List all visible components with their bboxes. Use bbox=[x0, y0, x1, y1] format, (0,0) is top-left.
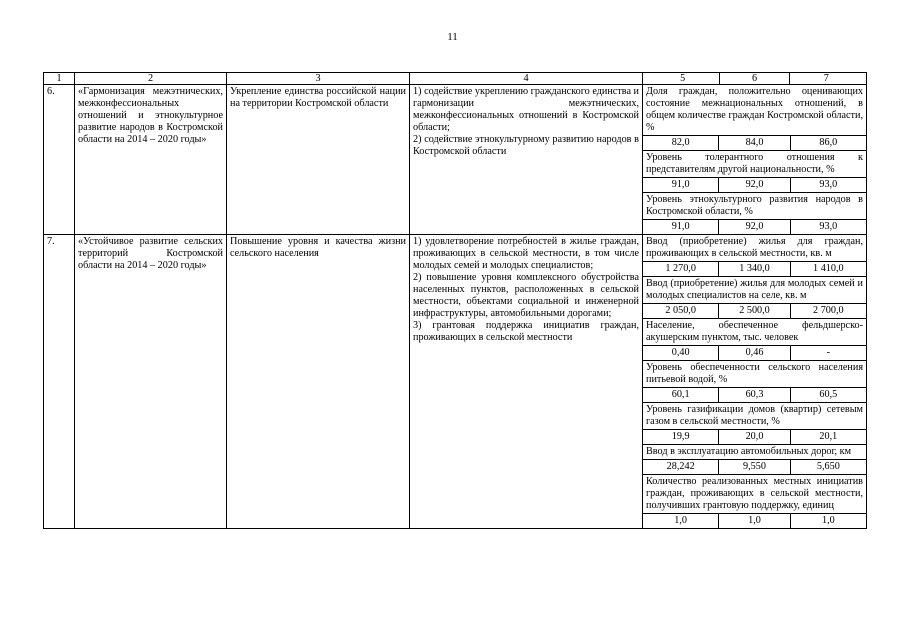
column-number: 4 bbox=[410, 73, 643, 85]
indicator-value: 2 700,0 bbox=[790, 304, 866, 319]
task-item: 1) содействие укреплению гражданского единства и гармонизации межэтнических, межконфессиональных отношений в Костромской области; bbox=[413, 86, 639, 133]
indicator-value: 19,9 bbox=[643, 430, 719, 445]
indicator-value: 82,0 bbox=[643, 136, 719, 151]
indicator-value: 93,0 bbox=[790, 220, 866, 235]
table-row bbox=[44, 235, 867, 529]
program-name: «Устойчивое развитие сельских территорий Костромской области на 2014 – 2020 годы» bbox=[75, 235, 227, 529]
program-name: «Гармонизация межэтнических, межконфессиональных отношений и этнокультурное развитие народов в Костромской области на 2014 – 2020 годы» bbox=[75, 85, 227, 235]
indicator-value: 0,46 bbox=[719, 346, 790, 361]
indicators-cell bbox=[643, 235, 867, 529]
task-item: 3) грантовая поддержка инициатив граждан, проживающих в сельской местности bbox=[413, 320, 639, 343]
indicator-value: 1 270,0 bbox=[643, 262, 719, 277]
indicator-value: 1,0 bbox=[719, 514, 790, 529]
column-number: 6 bbox=[720, 73, 789, 84]
indicator-name: Население, обеспеченное фельдшерско-акушерским пунктом, тыс. человек bbox=[643, 319, 866, 346]
indicator-value: 91,0 bbox=[643, 178, 719, 193]
column-number: 7 bbox=[789, 73, 863, 84]
task-item: 1) удовлетворение потребностей в жилье граждан, проживающих в сельской местности, в том числе молодых семей и молодых специалистов; bbox=[413, 236, 639, 271]
indicator-value: 60,5 bbox=[790, 388, 866, 403]
indicator-value: 0,40 bbox=[643, 346, 719, 361]
indicator-value: 5,650 bbox=[790, 460, 866, 475]
indicators-cell bbox=[643, 85, 867, 235]
indicator-value: 92,0 bbox=[719, 220, 790, 235]
indicator-name: Ввод (приобретение) жилья для граждан, проживающих в сельской местности, кв. м bbox=[643, 235, 866, 262]
column-number: 1 bbox=[44, 73, 75, 85]
indicator-name: Количество реализованных местных инициатив граждан, проживающих в сельской местности, получивших грантовую поддержку, единиц bbox=[643, 475, 866, 514]
task-item: 2) содействие этнокультурному развитию народов в Костромской области bbox=[413, 134, 639, 157]
row-number: 7. bbox=[44, 235, 75, 529]
indicator-value: 9,550 bbox=[719, 460, 790, 475]
indicator-value: 1,0 bbox=[643, 514, 719, 529]
indicator-value: 1 410,0 bbox=[790, 262, 866, 277]
indicator-value: 60,3 bbox=[719, 388, 790, 403]
indicator-name: Уровень газификации домов (квартир) сетевым газом в сельской местности, % bbox=[643, 403, 866, 430]
indicator-name: Уровень этнокультурного развития народов в Костромской области, % bbox=[643, 193, 866, 220]
indicator-name: Ввод (приобретение) жилья для молодых семей и молодых специалистов на селе, кв. м bbox=[643, 277, 866, 304]
indicator-value: 1,0 bbox=[790, 514, 866, 529]
page-number: 11 bbox=[447, 31, 458, 43]
indicator-value: 28,242 bbox=[643, 460, 719, 475]
column-number: 5 bbox=[646, 73, 720, 84]
programs-table bbox=[43, 72, 867, 529]
task-item: 2) повышение уровня комплексного обустройства населенных пунктов, расположенных в сельской местности, объектами социальной и инженерной инфраструктуры, автомобильными дорогами; bbox=[413, 272, 639, 319]
indicator-value: 93,0 bbox=[790, 178, 866, 193]
program-goal: Повышение уровня и качества жизни сельского населения bbox=[227, 235, 410, 529]
indicator-value: 2 500,0 bbox=[719, 304, 790, 319]
column-numbers-row bbox=[44, 73, 867, 85]
indicator-value: 91,0 bbox=[643, 220, 719, 235]
program-tasks bbox=[410, 235, 643, 529]
indicator-name: Уровень толерантного отношения к представителям другой национальности, % bbox=[643, 151, 866, 178]
indicator-value: 20,1 bbox=[790, 430, 866, 445]
indicator-value: 86,0 bbox=[790, 136, 866, 151]
indicator-value: - bbox=[790, 346, 866, 361]
indicator-name: Доля граждан, положительно оценивающих состояние межнациональных отношений, в общем количестве граждан Костромской области, % bbox=[643, 85, 866, 136]
indicator-value: 60,1 bbox=[643, 388, 719, 403]
column-number: 2 bbox=[75, 73, 227, 85]
column-number: 3 bbox=[227, 73, 410, 85]
indicator-value: 84,0 bbox=[719, 136, 790, 151]
program-goal: Укрепление единства российской нации на территории Костромской области bbox=[227, 85, 410, 235]
indicator-name: Ввод в эксплуатацию автомобильных дорог, км bbox=[643, 445, 866, 460]
indicator-value: 1 340,0 bbox=[719, 262, 790, 277]
program-tasks bbox=[410, 85, 643, 235]
indicator-value: 2 050,0 bbox=[643, 304, 719, 319]
row-number: 6. bbox=[44, 85, 75, 235]
indicator-value: 20,0 bbox=[719, 430, 790, 445]
indicator-name: Уровень обеспеченности сельского населения питьевой водой, % bbox=[643, 361, 866, 388]
indicator-column-numbers bbox=[643, 73, 867, 85]
indicator-value: 92,0 bbox=[719, 178, 790, 193]
table-row bbox=[44, 85, 867, 235]
